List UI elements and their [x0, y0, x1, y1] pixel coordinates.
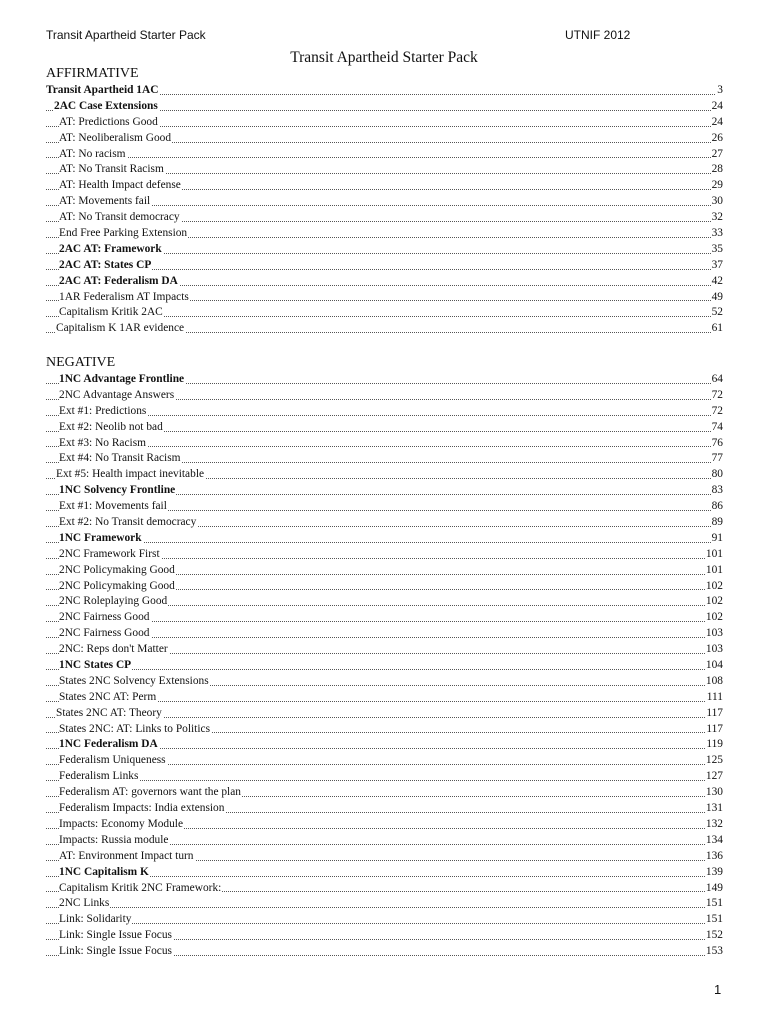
negative-heading: NEGATIVE	[46, 355, 116, 370]
toc-entry[interactable]	[46, 515, 723, 531]
toc-entry-label: Transit Apartheid 1AC	[46, 83, 159, 99]
toc-entry[interactable]	[46, 99, 723, 115]
toc-entry-label: States 2NC AT: Perm	[59, 690, 157, 706]
toc-entry-page: 29	[711, 178, 723, 194]
toc-entry[interactable]	[46, 420, 723, 436]
toc-entry-page: 64	[711, 372, 723, 388]
toc-entry-page: 37	[711, 258, 723, 274]
toc-entry-page: 152	[705, 928, 723, 944]
toc-entry[interactable]	[46, 194, 723, 210]
toc-entry-label: Capitalism K 1AR evidence	[56, 321, 185, 337]
toc-entry-page: 42	[711, 274, 723, 290]
toc-entry-page: 102	[705, 610, 723, 626]
toc-entry-label: Capitalism Kritik 2NC Framework:	[59, 881, 222, 897]
page-number: 1	[714, 982, 722, 997]
toc-entry-page: 86	[711, 499, 723, 515]
toc-entry[interactable]	[46, 242, 723, 258]
toc-entry[interactable]	[46, 594, 723, 610]
toc-entry-page: 101	[705, 547, 723, 563]
dot-leader	[46, 446, 723, 447]
toc-entry[interactable]	[46, 483, 723, 499]
toc-entry-label: States 2NC Solvency Extensions	[59, 674, 210, 690]
toc-entry-label: 1AR Federalism AT Impacts	[59, 290, 190, 306]
toc-entry[interactable]	[46, 801, 723, 817]
toc-entry[interactable]	[46, 753, 723, 769]
toc-entry-page: 74	[711, 420, 723, 436]
dot-leader	[46, 907, 723, 908]
toc-entry-page: 103	[705, 626, 723, 642]
toc-entry-label: 2NC Framework First	[59, 547, 161, 563]
toc-entry-page: 28	[711, 162, 723, 178]
toc-entry[interactable]	[46, 674, 723, 690]
toc-entry-page: 102	[705, 579, 723, 595]
toc-entry[interactable]	[46, 226, 723, 242]
toc-entry[interactable]	[46, 579, 723, 595]
dot-leader	[46, 157, 723, 158]
toc-entry-label: States 2NC AT: Theory	[56, 706, 163, 722]
toc-entry-page: 49	[711, 290, 723, 306]
running-header-title: Transit Apartheid Starter Pack	[46, 28, 206, 42]
toc-entry[interactable]	[46, 769, 723, 785]
toc-entry[interactable]	[46, 499, 723, 515]
toc-entry-page: 83	[711, 483, 723, 499]
toc-entry-label: AT: Health Impact defense	[59, 178, 182, 194]
toc-entry[interactable]	[46, 210, 723, 226]
toc-entry[interactable]	[46, 785, 723, 801]
toc-entry-label: 2AC Case Extensions	[54, 99, 159, 115]
toc-entry[interactable]	[46, 865, 723, 881]
toc-entry-page: 117	[705, 706, 723, 722]
toc-entry[interactable]	[46, 305, 723, 321]
toc-entry-page: 27	[711, 147, 723, 163]
toc-entry[interactable]	[46, 178, 723, 194]
toc-entry-label: AT: No racism	[59, 147, 127, 163]
toc-entry-page: 117	[705, 722, 723, 738]
toc-entry-label: Ext #4: No Transit Racism	[59, 451, 182, 467]
toc-entry[interactable]	[46, 451, 723, 467]
toc-entry-label: 1NC Federalism DA	[59, 737, 159, 753]
toc-entry-page: 132	[705, 817, 723, 833]
toc-entry-page: 104	[705, 658, 723, 674]
toc-entry[interactable]	[46, 147, 723, 163]
toc-entry[interactable]	[46, 372, 723, 388]
affirmative-toc	[46, 83, 723, 337]
toc-entry-page: 131	[705, 801, 723, 817]
toc-entry-label: 1NC States CP	[59, 658, 132, 674]
toc-entry-page: 32	[711, 210, 723, 226]
toc-entry-label: 2NC Policymaking Good	[59, 563, 176, 579]
toc-entry-label: 2AC AT: States CP	[59, 258, 152, 274]
toc-entry[interactable]	[46, 849, 723, 865]
negative-toc	[46, 372, 723, 960]
toc-entry-page: 26	[711, 131, 723, 147]
toc-entry-page: 125	[705, 753, 723, 769]
toc-entry[interactable]	[46, 162, 723, 178]
dot-leader	[46, 780, 723, 781]
toc-entry-label: AT: No Transit democracy	[59, 210, 181, 226]
toc-entry-page: 108	[705, 674, 723, 690]
page-title: Transit Apartheid Starter Pack	[290, 49, 478, 66]
toc-entry-page: 24	[711, 115, 723, 131]
toc-entry-page: 77	[711, 451, 723, 467]
toc-entry-label: AT: Neoliberalism Good	[59, 131, 172, 147]
toc-entry[interactable]	[46, 658, 723, 674]
toc-entry[interactable]	[46, 531, 723, 547]
toc-entry[interactable]	[46, 690, 723, 706]
toc-entry-page: 130	[705, 785, 723, 801]
toc-entry-page: 136	[705, 849, 723, 865]
toc-entry-label: 2NC Policymaking Good	[59, 579, 176, 595]
toc-entry-page: 72	[711, 388, 723, 404]
toc-entry-label: 1NC Advantage Frontline	[59, 372, 185, 388]
toc-entry-label: Federalism AT: governors want the plan	[59, 785, 242, 801]
toc-entry-label: Link: Single Issue Focus	[59, 944, 173, 960]
toc-entry-page: 102	[705, 594, 723, 610]
toc-entry-page: 72	[711, 404, 723, 420]
toc-entry-label: End Free Parking Extension	[59, 226, 188, 242]
toc-entry[interactable]	[46, 928, 723, 944]
toc-entry[interactable]	[46, 896, 723, 912]
toc-entry[interactable]	[46, 321, 723, 337]
toc-entry-page: 139	[705, 865, 723, 881]
toc-entry[interactable]	[46, 131, 723, 147]
toc-entry[interactable]	[46, 404, 723, 420]
toc-entry[interactable]	[46, 563, 723, 579]
toc-entry-page: 3	[716, 83, 723, 99]
toc-entry-page: 80	[711, 467, 723, 483]
dot-leader	[46, 542, 723, 543]
toc-entry-page: 149	[705, 881, 723, 897]
toc-entry-label: States 2NC: AT: Links to Politics	[59, 722, 211, 738]
toc-entry[interactable]	[46, 547, 723, 563]
toc-entry-label: Link: Solidarity	[59, 912, 132, 928]
toc-entry[interactable]	[46, 722, 723, 738]
dot-leader	[46, 415, 723, 416]
toc-entry-page: 52	[711, 305, 723, 321]
toc-entry-label: AT: Environment Impact turn	[59, 849, 195, 865]
toc-entry-label: AT: No Transit Racism	[59, 162, 165, 178]
toc-entry-label: 1NC Framework	[59, 531, 143, 547]
toc-entry-page: 101	[705, 563, 723, 579]
toc-entry-label: 2NC Roleplaying Good	[59, 594, 168, 610]
toc-entry-label: Link: Single Issue Focus	[59, 928, 173, 944]
toc-entry[interactable]	[46, 274, 723, 290]
toc-entry[interactable]	[46, 610, 723, 626]
toc-entry-page: 103	[705, 642, 723, 658]
toc-entry-label: Impacts: Economy Module	[59, 817, 184, 833]
toc-entry-label: Federalism Uniqueness	[59, 753, 167, 769]
dot-leader	[46, 669, 723, 670]
toc-entry-label: AT: Movements fail	[59, 194, 151, 210]
toc-entry-page: 119	[705, 737, 723, 753]
toc-entry-page: 89	[711, 515, 723, 531]
toc-entry[interactable]	[46, 944, 723, 960]
toc-entry-page: 61	[711, 321, 723, 337]
toc-entry[interactable]	[46, 258, 723, 274]
running-header-tournament: UTNIF 2012	[565, 28, 631, 42]
toc-entry-page: 134	[705, 833, 723, 849]
toc-entry-label: Ext #1: Movements fail	[59, 499, 168, 515]
toc-entry[interactable]	[46, 467, 723, 483]
toc-entry[interactable]	[46, 833, 723, 849]
toc-entry-label: Ext #2: No Transit democracy	[59, 515, 197, 531]
toc-entry[interactable]	[46, 388, 723, 404]
toc-entry-page: 33	[711, 226, 723, 242]
toc-entry[interactable]	[46, 642, 723, 658]
toc-entry-page: 30	[711, 194, 723, 210]
toc-entry[interactable]	[46, 706, 723, 722]
toc-entry-label: Federalism Impacts: India extension	[59, 801, 225, 817]
toc-entry[interactable]	[46, 436, 723, 452]
toc-entry-page: 151	[705, 912, 723, 928]
toc-entry-label: AT: Predictions Good	[59, 115, 159, 131]
toc-entry-page: 24	[711, 99, 723, 115]
toc-entry-label: Federalism Links	[59, 769, 139, 785]
toc-entry-label: 2NC Advantage Answers	[59, 388, 175, 404]
toc-entry[interactable]	[46, 912, 723, 928]
toc-entry[interactable]	[46, 817, 723, 833]
toc-entry-page: 111	[706, 690, 723, 706]
affirmative-heading: AFFIRMATIVE	[46, 66, 139, 81]
toc-entry[interactable]	[46, 626, 723, 642]
dot-leader	[46, 923, 723, 924]
toc-entry-label: 1NC Solvency Frontline	[59, 483, 176, 499]
toc-entry-label: Ext #3: No Racism	[59, 436, 147, 452]
toc-entry-page: 153	[705, 944, 723, 960]
toc-entry-label: 2AC AT: Framework	[59, 242, 163, 258]
toc-entry[interactable]	[46, 737, 723, 753]
toc-entry[interactable]	[46, 83, 723, 99]
toc-entry-label: 2NC Fairness Good	[59, 610, 151, 626]
toc-entry-label: Ext #2: Neolib not bad	[59, 420, 164, 436]
toc-entry[interactable]	[46, 115, 723, 131]
toc-entry[interactable]	[46, 290, 723, 306]
toc-entry-label: 2NC: Reps don't Matter	[59, 642, 169, 658]
toc-entry-label: 1NC Capitalism K	[59, 865, 150, 881]
toc-entry[interactable]	[46, 881, 723, 897]
toc-entry-page: 151	[705, 896, 723, 912]
toc-entry-label: Ext #5: Health impact inevitable	[56, 467, 205, 483]
toc-entry-page: 91	[711, 531, 723, 547]
toc-entry-label: 2AC AT: Federalism DA	[59, 274, 179, 290]
toc-entry-label: 2NC Fairness Good	[59, 626, 151, 642]
toc-entry-page: 35	[711, 242, 723, 258]
toc-entry-page: 76	[711, 436, 723, 452]
toc-entry-page: 127	[705, 769, 723, 785]
toc-entry-label: Ext #1: Predictions	[59, 404, 147, 420]
toc-entry-label: Impacts: Russia module	[59, 833, 169, 849]
toc-entry-label: Capitalism Kritik 2AC	[59, 305, 164, 321]
toc-entry-label: 2NC Links	[59, 896, 110, 912]
